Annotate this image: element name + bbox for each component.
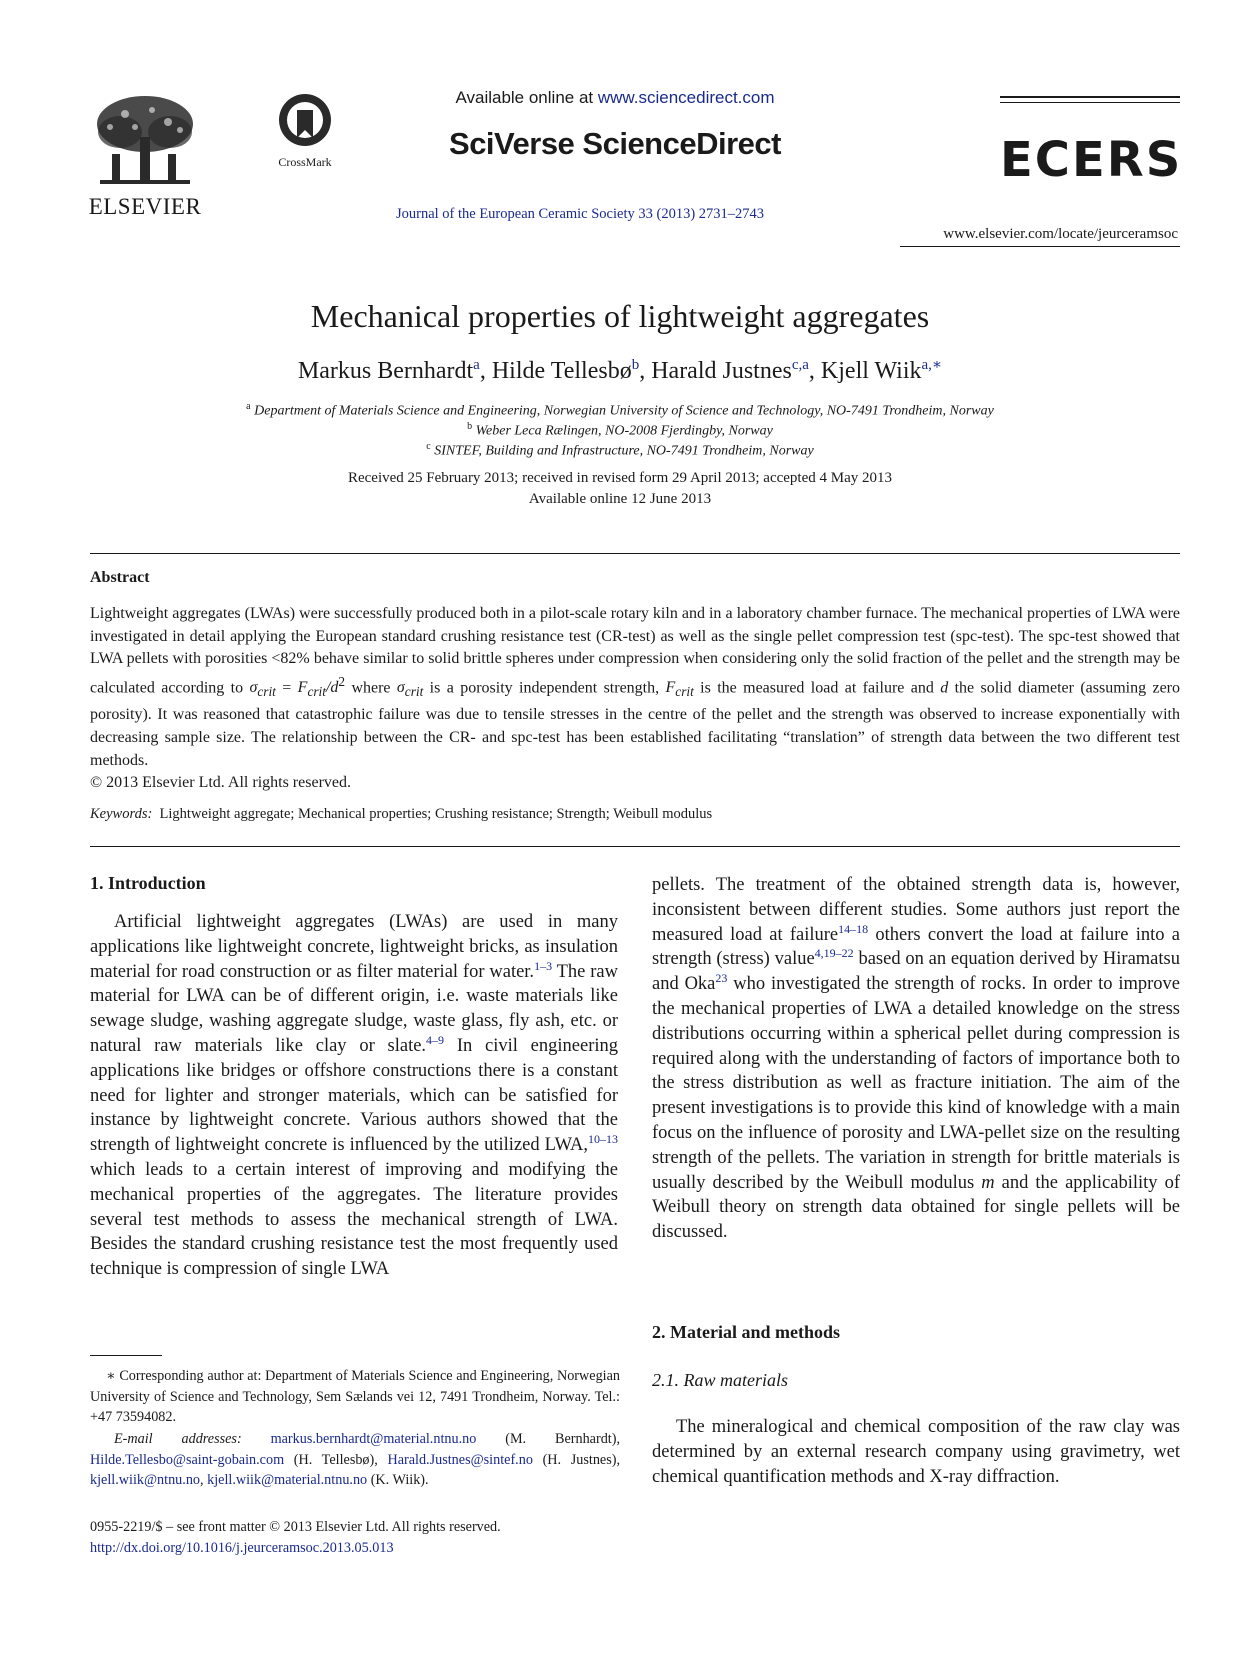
- citation-link[interactable]: 10–13: [588, 1132, 618, 1147]
- affil-text: Department of Materials Science and Engineering, Norwegian University of Science and Technology, NO-7491 Trondheim, Norway: [254, 403, 994, 419]
- keywords: [90, 806, 712, 823]
- subsection-heading-raw-materials: 2.1. Raw materials: [652, 1370, 789, 1390]
- keywords-label: Keywords:: [90, 806, 153, 822]
- author-affil-mark[interactable]: a: [473, 357, 480, 373]
- intro-text: The raw material for LWA can be of different origin, i.e. waste materials like sewage sludge, washing aggregate sludge, waste glass, fly ash, etc. or natural raw materials like clay or slate.: [90, 961, 618, 1056]
- elsevier-logo: [86, 92, 204, 220]
- platform-name: SciVerse ScienceDirect: [449, 126, 781, 161]
- keywords-list: Lightweight aggregate; Mechanical properties; Crushing resistance; Strength; Weibull modulus: [159, 806, 713, 822]
- email-owner: (M. Bernhardt),: [476, 1431, 621, 1447]
- affil-text: SINTEF, Building and Infrastructure, NO-7491 Trondheim, Norway: [434, 443, 814, 459]
- email-link[interactable]: kjell.wiik@material.ntnu.no: [207, 1472, 368, 1488]
- citation-link[interactable]: 1–3: [534, 958, 553, 973]
- section-heading-introduction: 1. Introduction: [90, 873, 206, 893]
- issn-line: 0955-2219/$ – see front matter © 2013 Elsevier Ltd. All rights reserved.: [90, 1519, 501, 1535]
- author-affil-mark[interactable]: c,a: [791, 357, 809, 373]
- citation-link[interactable]: 14–18: [838, 921, 869, 936]
- eq-exp: 2: [338, 674, 346, 690]
- available-prefix: Available online at: [455, 88, 598, 107]
- ecers-top-rule-thin: [1000, 102, 1180, 103]
- footnote-mark: ∗: [106, 1368, 116, 1384]
- affil-text: Weber Leca Rælingen, NO-2008 Fjerdingby, Norway: [475, 423, 773, 439]
- affiliation: [0, 401, 1240, 420]
- email-link[interactable]: kjell.wiik@ntnu.no: [90, 1472, 201, 1488]
- email-owner: (H. Justnes),: [542, 1451, 621, 1468]
- author-name: Harald Justnes: [651, 358, 792, 384]
- sciencedirect-link[interactable]: www.sciencedirect.com: [597, 88, 775, 107]
- intro-text: others convert the load at failure into a strength (stress) value: [652, 924, 1180, 970]
- abstract-top-rule: [90, 553, 1180, 554]
- author-list: Markus Bernhardt$^a$, Hilde Tellesbø$^b$, Harald Justnes$^{c,a}$, Kjell Wiik$^{a,∗}$: [297, 357, 943, 384]
- footnote-rule: [90, 1355, 162, 1356]
- intro-text: In civil engineering applications like bridges or offshore constructions there is a constant need for lighter and stronger materials, which can be satisfied for instance by lightweight concrete. Various authors showed that the strength of lightweight concrete is influenced by the utilized LWA,: [90, 1035, 618, 1156]
- crossmark-label: CrossMark: [278, 155, 332, 169]
- intro-text: who investigated the strength of rocks. In order to improve the mechanical properties of LWA a detailed knowledge on the stress distributions occurring within a spherical pellet during compression is required along with the understanding of factors of importance both to the stress distribution as well as fracture initiation. The aim of the present investigations is to provide this kind of knowledge with a main focus on the influence of porosity and LWA-pellet size on the resulting strength of the pellets. The variation in strength for brittle materials is usually described by the Weibull modulus: [652, 974, 1180, 1193]
- email-owner: (K. Wiik).: [367, 1472, 429, 1488]
- abstract-copyright: © 2013 Elsevier Ltd. All rights reserved.: [90, 774, 351, 792]
- email-link[interactable]: Harald.Justnes@sintef.no: [387, 1451, 533, 1468]
- email-link[interactable]: markus.bernhardt@material.ntnu.no: [270, 1431, 477, 1447]
- abstract-bottom-rule: [90, 846, 1180, 847]
- affiliation: [0, 421, 1240, 440]
- citation-link[interactable]: 23: [715, 971, 728, 986]
- methods-text: The mineralogical and chemical composition of the raw clay was determined by an external research company using gravimetry, wet chemical quantification methods and X-ray diffraction.: [652, 1417, 1180, 1487]
- abstract-text: is the measured load at failure and: [693, 679, 941, 697]
- front-matter: [90, 1517, 501, 1558]
- eq-sigma: σ: [396, 679, 405, 697]
- author-affil-mark[interactable]: b: [631, 357, 640, 373]
- weibull-m: m: [981, 1172, 995, 1193]
- affil-mark: a: [246, 401, 251, 412]
- citation-link[interactable]: 4,19–22: [814, 946, 854, 961]
- crossmark-badge[interactable]: [270, 92, 340, 170]
- section-heading-methods: 2. Material and methods: [652, 1322, 840, 1342]
- elsevier-tree-icon: [90, 92, 200, 192]
- email-owner: (H. Tellesbø),: [284, 1451, 388, 1468]
- eq-over-d: /d: [325, 679, 339, 697]
- eq-f: F: [665, 679, 676, 697]
- email-sep: ,: [200, 1472, 208, 1488]
- author-name: Hilde Tellesbø: [491, 358, 632, 384]
- header-rule: [900, 246, 1180, 247]
- abstract-text: where: [345, 679, 397, 697]
- affil-mark: c: [426, 441, 431, 452]
- journal-url[interactable]: www.elsevier.com/locate/jeurceramsoc: [943, 226, 1178, 242]
- intro-text-continued: which leads to a certain interest of improving and modifying the mechanical properties of the aggregates. The literature provides several test methods to assess the mechanical strength of LWA. Besides the standard crushing resistance test the most frequently used technique is compression of single LWA: [90, 1159, 618, 1280]
- abstract-body: [90, 603, 1180, 795]
- intro-text: based on an equation derived by Hiramatsu and Oka: [652, 949, 1180, 995]
- article-title: Mechanical properties of lightweight aggregates: [310, 298, 930, 334]
- available-online: [400, 88, 830, 108]
- eq-equals: =: [275, 679, 298, 697]
- eq-sub: crit: [257, 684, 276, 700]
- eq-d: d: [940, 679, 949, 697]
- email-label: E-mail addresses:: [114, 1431, 242, 1447]
- eq-sub: crit: [307, 684, 326, 700]
- intro-text: Artificial lightweight aggregates (LWAs) are used in many applications like lightweight concrete, lightweight bricks, as insulation material for road construction or as filter material for water.: [90, 912, 618, 982]
- abstract-text: the solid diameter (assuming zero porosity). It was reasoned that catastrophic failure was due to tensile stresses in the centre of the pellet and the strength was observed to increase exponentially with decreasing sample size. The relationship between the CR- and spc-test has been established facilitating “translation” of strength data between the two different test methods.: [90, 679, 1181, 769]
- eq-sigma: σ: [249, 679, 258, 697]
- journal-citation[interactable]: Journal of the European Ceramic Society 33 (2013) 2731–2743: [395, 206, 765, 222]
- ecers-top-rule: [1000, 96, 1180, 98]
- publisher-name: ELSEVIER: [88, 194, 202, 219]
- available-online-date: Available online 12 June 2013: [528, 491, 712, 507]
- affiliation: [0, 441, 1240, 460]
- ecers-logo: ECERS: [1000, 132, 1183, 188]
- author-affil-mark[interactable]: a,∗: [921, 357, 943, 373]
- email-link[interactable]: Hilde.Tellesbo@saint-gobain.com: [90, 1451, 285, 1468]
- affil-mark: b: [467, 421, 473, 432]
- footnote-text: Corresponding author at: Department of Materials Science and Engineering, Norwegian University of Science and Technology, Sem Sælands vei 12, 7491 Trondheim, Norway. Tel.: +47 73594082.: [90, 1368, 620, 1425]
- intro-text-continued: pellets. The treatment of the obtained strength data is, however, inconsistent between different studies. Some authors just report the measured load at failure: [652, 875, 1180, 945]
- doi-link[interactable]: http://dx.doi.org/10.1016/j.jeurceramsoc.2013.05.013: [90, 1539, 394, 1556]
- footnote-emails: [90, 1429, 620, 1491]
- intro-column-right: [652, 873, 1180, 1245]
- intro-text: and the applicability of Weibull theory on strength data obtained for single pellets will be discussed.: [652, 1172, 1180, 1243]
- eq-sub: crit: [404, 684, 424, 700]
- citation-link[interactable]: 4–9: [426, 1032, 445, 1047]
- author-name: Markus Bernhardt: [297, 358, 474, 384]
- eq-sub: crit: [675, 684, 694, 700]
- footnote-corresponding: [90, 1366, 620, 1428]
- abstract-text: Lightweight aggregates (LWAs) were successfully produced both in a pilot-scale rotary kiln and in a laboratory chamber furnace. The mechanical properties of LWA were investigated in detail applying the European standard crushing resistance test (CR-test) as well as the single pellet compression test (spc-test). The spc-test showed that LWA pellets with porosities <82% behave similar to solid brittle spheres under compression when considering only the solid fraction of the pellet and the strength may be calculated according to: [90, 605, 1180, 697]
- abstract-text: is a porosity independent strength,: [423, 679, 666, 697]
- author-name: Kjell Wiik: [820, 358, 922, 384]
- eq-f: F: [297, 679, 308, 697]
- received-dates: Received 25 February 2013; received in revised form 29 April 2013; accepted 4 May 2013: [347, 470, 892, 486]
- intro-column-left: [90, 910, 618, 1325]
- abstract-heading: Abstract: [90, 569, 150, 586]
- crossmark-icon: [277, 92, 333, 148]
